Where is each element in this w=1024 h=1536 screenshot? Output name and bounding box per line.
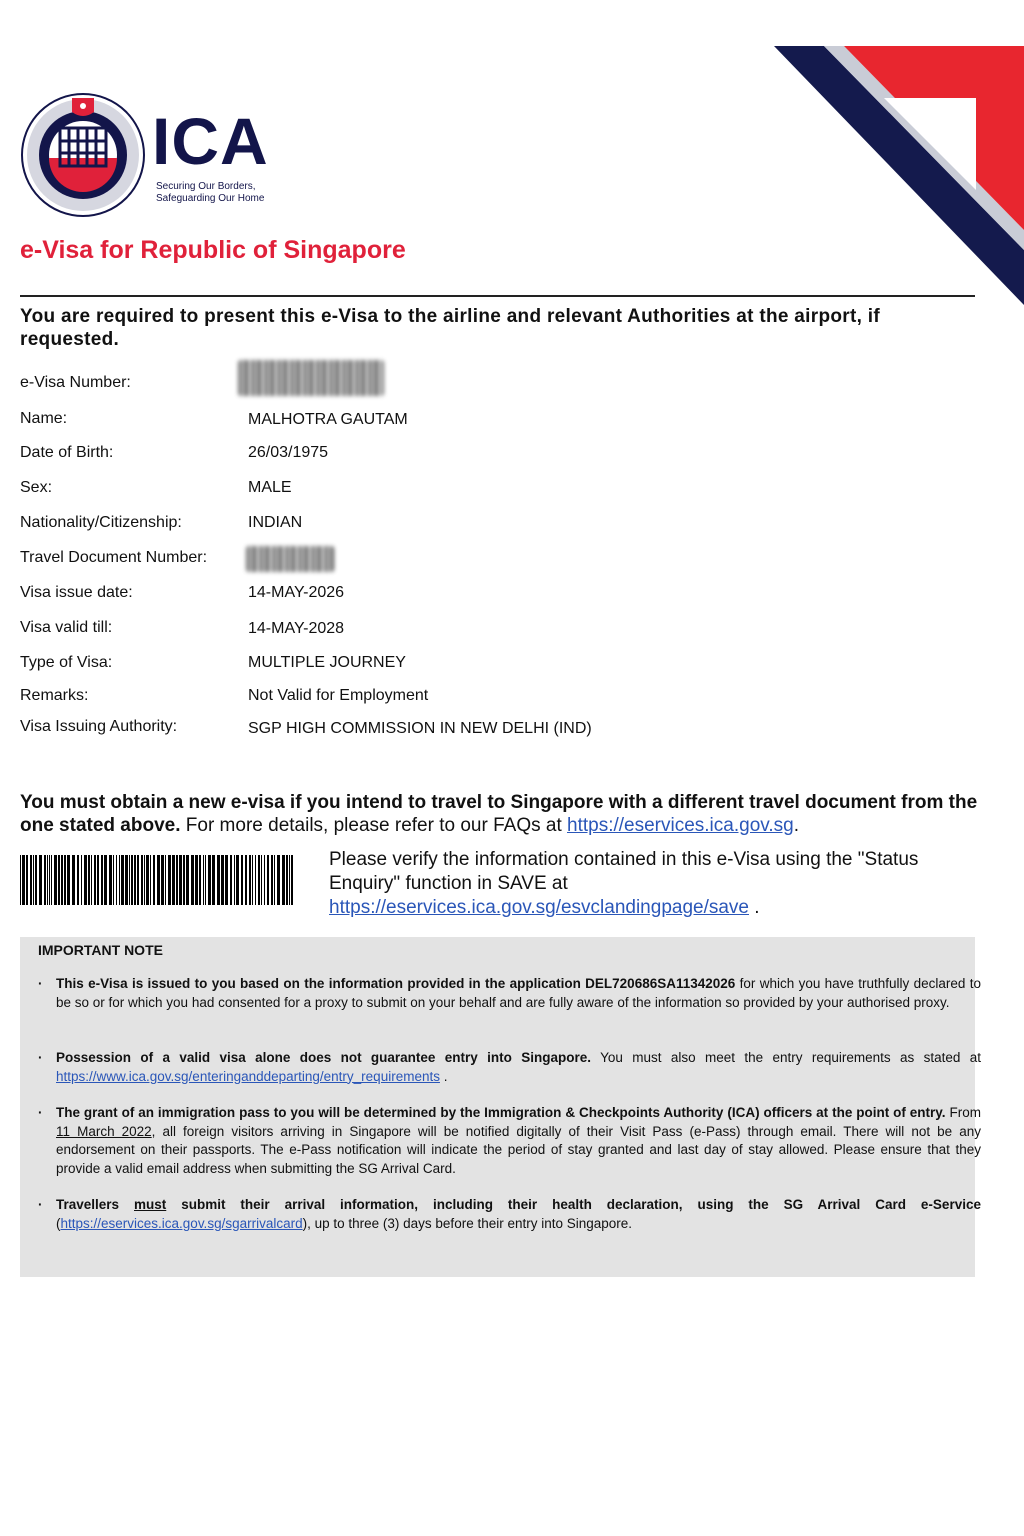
barcode-bar xyxy=(230,855,232,905)
barcode-bar xyxy=(282,855,285,905)
barcode-bar xyxy=(274,855,275,905)
barcode-bar xyxy=(203,855,204,905)
barcode-bar xyxy=(245,855,247,905)
sg-arrival-card-link[interactable]: https://eservices.ica.gov.sg/sgarrivalcard xyxy=(60,1215,303,1231)
barcode-bar xyxy=(44,855,46,905)
barcode-bar xyxy=(94,855,96,905)
barcode-bar xyxy=(54,855,57,905)
barcode-bar xyxy=(49,855,50,905)
barcode-bar xyxy=(277,855,280,905)
barcode-bar xyxy=(109,855,112,905)
barcode-bar xyxy=(264,855,265,905)
barcode-bar xyxy=(165,855,166,905)
barcode-bar xyxy=(157,855,160,905)
barcode-bar xyxy=(64,855,66,905)
barcode-bar xyxy=(61,855,63,905)
barcode-bar xyxy=(125,855,128,905)
barcode-bar xyxy=(195,855,198,905)
barcode-bar xyxy=(119,855,120,905)
barcode-bar xyxy=(289,855,290,905)
bullet-dot: · xyxy=(38,1197,43,1212)
note-4-must: must xyxy=(134,1197,167,1212)
evisa-number-label: e-Visa Number: xyxy=(20,374,131,391)
barcode-bar xyxy=(22,855,25,905)
dob-label: Date of Birth: xyxy=(20,444,114,461)
warning-bold: You must obtain a new e-visa if you intend to travel to Singapore with a different travel document from the one stated above. xyxy=(20,792,978,836)
note-2-end: . xyxy=(443,1068,448,1084)
barcode-bar xyxy=(208,855,211,905)
airport-notice: You are required to present this e-Visa to the airline and relevant Authorities at the airport, if requested. xyxy=(20,306,880,350)
sex-label: Sex: xyxy=(20,479,53,496)
barcode-bar xyxy=(134,855,136,905)
barcode-bar xyxy=(286,855,288,905)
barcode-bar xyxy=(72,855,75,905)
new-evisa-warning xyxy=(20,791,980,837)
barcode-bar xyxy=(144,855,145,905)
evisa-number-redacted xyxy=(238,360,384,396)
barcode-bar xyxy=(221,855,224,905)
barcode-bar xyxy=(146,855,149,905)
barcode-bar xyxy=(67,855,70,905)
barcode-bar xyxy=(241,855,243,905)
valid-till-label: Visa valid till: xyxy=(20,619,113,636)
barcode-bar xyxy=(236,855,239,905)
barcode-bar xyxy=(39,855,42,905)
barcode xyxy=(20,855,295,905)
title-divider xyxy=(20,295,975,297)
important-note-box xyxy=(20,937,981,1277)
verify-instructions xyxy=(329,848,979,920)
note-1-text: for which you have truthfully declared to be so or for which you had consented for a proxy to submit on your behalf and are fully aware of the information so provided by your authorised proxy. xyxy=(56,976,981,1010)
barcode-bar xyxy=(129,855,130,905)
bullet-dot: · xyxy=(38,976,43,991)
barcode-bar xyxy=(131,855,133,905)
barcode-bar xyxy=(255,855,256,905)
entry-requirements-link[interactable]: https://www.ica.gov.sg/enteringanddeparting/entry_requirements xyxy=(56,1068,440,1084)
barcode-bar xyxy=(249,855,251,905)
barcode-bar xyxy=(58,855,60,905)
barcode-bar xyxy=(88,855,90,905)
barcode-bar xyxy=(113,855,114,905)
sex-value: MALE xyxy=(248,479,292,496)
barcode-bar xyxy=(252,855,253,905)
travel-document-label: Travel Document Number: xyxy=(20,549,208,566)
barcode-bar xyxy=(212,855,215,905)
barcode-bar xyxy=(51,855,52,905)
verify-text: Please verify the information contained in this e-Visa using the "Status Enquiry" function in SAVE at xyxy=(329,849,919,894)
note-4-bold-2: submit their arrival information, including their health declaration, using the SG Arrival Card e-Service xyxy=(181,1197,981,1212)
faq-link[interactable]: https://eservices.ica.gov.sg xyxy=(567,815,794,836)
barcode-bar xyxy=(172,855,175,905)
barcode-bar xyxy=(84,855,87,905)
name-label: Name: xyxy=(20,410,68,427)
note-item-3 xyxy=(38,1104,981,1178)
note-item-1 xyxy=(38,975,981,1012)
barcode-bar xyxy=(20,855,21,905)
note-3-text-1: From xyxy=(949,1105,981,1120)
note-item-2 xyxy=(38,1049,981,1086)
remarks-value: Not Valid for Employment xyxy=(248,687,429,704)
barcode-bar xyxy=(104,855,107,905)
barcode-bar xyxy=(101,855,103,905)
note-3-date: 11 March 2022 xyxy=(56,1123,152,1139)
barcode-bar xyxy=(121,855,124,905)
barcode-bar xyxy=(261,855,262,905)
barcode-bar xyxy=(179,855,182,905)
bullet-dot: · xyxy=(38,1105,43,1120)
barcode-bar xyxy=(234,855,235,905)
barcode-bar xyxy=(137,855,139,905)
barcode-bar xyxy=(161,855,164,905)
barcode-bar xyxy=(30,855,32,905)
note-2-bold: Possession of a valid visa alone does not guarantee entry into Singapore. xyxy=(56,1050,592,1065)
barcode-bar xyxy=(291,855,293,905)
barcode-bar xyxy=(26,855,28,905)
tagline-line-1: Securing Our Borders, xyxy=(156,181,256,192)
note-4-open: ( xyxy=(56,1215,61,1231)
remarks-label: Remarks: xyxy=(20,687,89,704)
note-4-bold-1: Travellers xyxy=(56,1197,120,1212)
barcode-bar xyxy=(217,855,220,905)
valid-till-value: 14-MAY-2028 xyxy=(248,620,345,637)
barcode-bar xyxy=(183,855,185,905)
barcode-bar xyxy=(97,855,99,905)
barcode-bar xyxy=(186,855,189,905)
issuing-authority-label: Visa Issuing Authority: xyxy=(20,718,178,735)
issuing-authority-value: SGP HIGH COMMISSION IN NEW DELHI (IND) xyxy=(248,720,592,737)
warning-end: . xyxy=(793,815,799,836)
note-3-bold: The grant of an immigration pass to you will be determined by the Immigration & Checkpoints Authority (ICA) officers at the point of entry. xyxy=(56,1105,946,1120)
note-1-bold: This e-Visa is issued to you based on the information provided in the application DEL720686SA11342026 xyxy=(56,976,736,991)
important-note-title: IMPORTANT NOTE xyxy=(38,942,163,958)
barcode-bar xyxy=(141,855,143,905)
document-title: e-Visa for Republic of Singapore xyxy=(20,236,406,264)
nationality-label: Nationality/Citizenship: xyxy=(20,514,182,531)
visa-type-label: Type of Visa: xyxy=(20,654,113,671)
barcode-bar xyxy=(191,855,194,905)
barcode-bar xyxy=(258,855,260,905)
issue-date-label: Visa issue date: xyxy=(20,584,133,601)
barcode-bar xyxy=(116,855,117,905)
barcode-bar xyxy=(271,855,273,905)
issue-date-value: 14-MAY-2026 xyxy=(248,584,345,601)
name-value: MALHOTRA GAUTAM xyxy=(248,411,408,428)
corner-stripe-decoration xyxy=(764,40,1024,310)
note-3-text-2: , all foreign visitors arriving in Singapore will be notified digitally of their Visit Pass (e-Pass) through email. There will not be any endorsement on their passports. The e-Pass notification will indicate the period of stay granted and last day of stay allowed. Please ensure that they provide a valid email address when submitting the SG Arrival Card. xyxy=(56,1123,981,1176)
barcode-bar xyxy=(168,855,171,905)
barcode-bar xyxy=(267,855,269,905)
note-2-text: You must also meet the entry requirements as stated at xyxy=(600,1050,981,1065)
ica-wordmark: ICA xyxy=(152,104,269,178)
barcode-bar xyxy=(205,855,206,905)
nationality-value: INDIAN xyxy=(248,514,303,531)
bullet-dot: · xyxy=(38,1050,43,1065)
travel-document-redacted xyxy=(246,546,334,572)
barcode-bar xyxy=(77,855,79,905)
barcode-bar xyxy=(33,855,34,905)
barcode-bar xyxy=(150,855,151,905)
barcode-bar xyxy=(225,855,228,905)
verify-end: . xyxy=(754,897,760,918)
barcode-bar xyxy=(199,855,201,905)
barcode-bar xyxy=(81,855,82,905)
barcode-bar xyxy=(47,855,48,905)
barcode-bar xyxy=(91,855,92,905)
tagline-line-2: Safeguarding Our Home xyxy=(156,193,265,204)
barcode-bar xyxy=(153,855,155,905)
ica-tagline xyxy=(156,181,264,205)
note-4-text: ), up to three (3) days before their entry into Singapore. xyxy=(302,1215,633,1231)
dob-value: 26/03/1975 xyxy=(248,444,329,461)
note-item-4 xyxy=(38,1196,981,1233)
visa-type-value: MULTIPLE JOURNEY xyxy=(248,654,406,671)
save-link[interactable]: https://eservices.ica.gov.sg/esvclandingpage/save xyxy=(329,897,749,918)
barcode-bar xyxy=(35,855,37,905)
warning-text: For more details, please refer to our FAQs at xyxy=(185,815,562,836)
ica-seal-logo xyxy=(20,92,146,218)
barcode-bar xyxy=(176,855,178,905)
